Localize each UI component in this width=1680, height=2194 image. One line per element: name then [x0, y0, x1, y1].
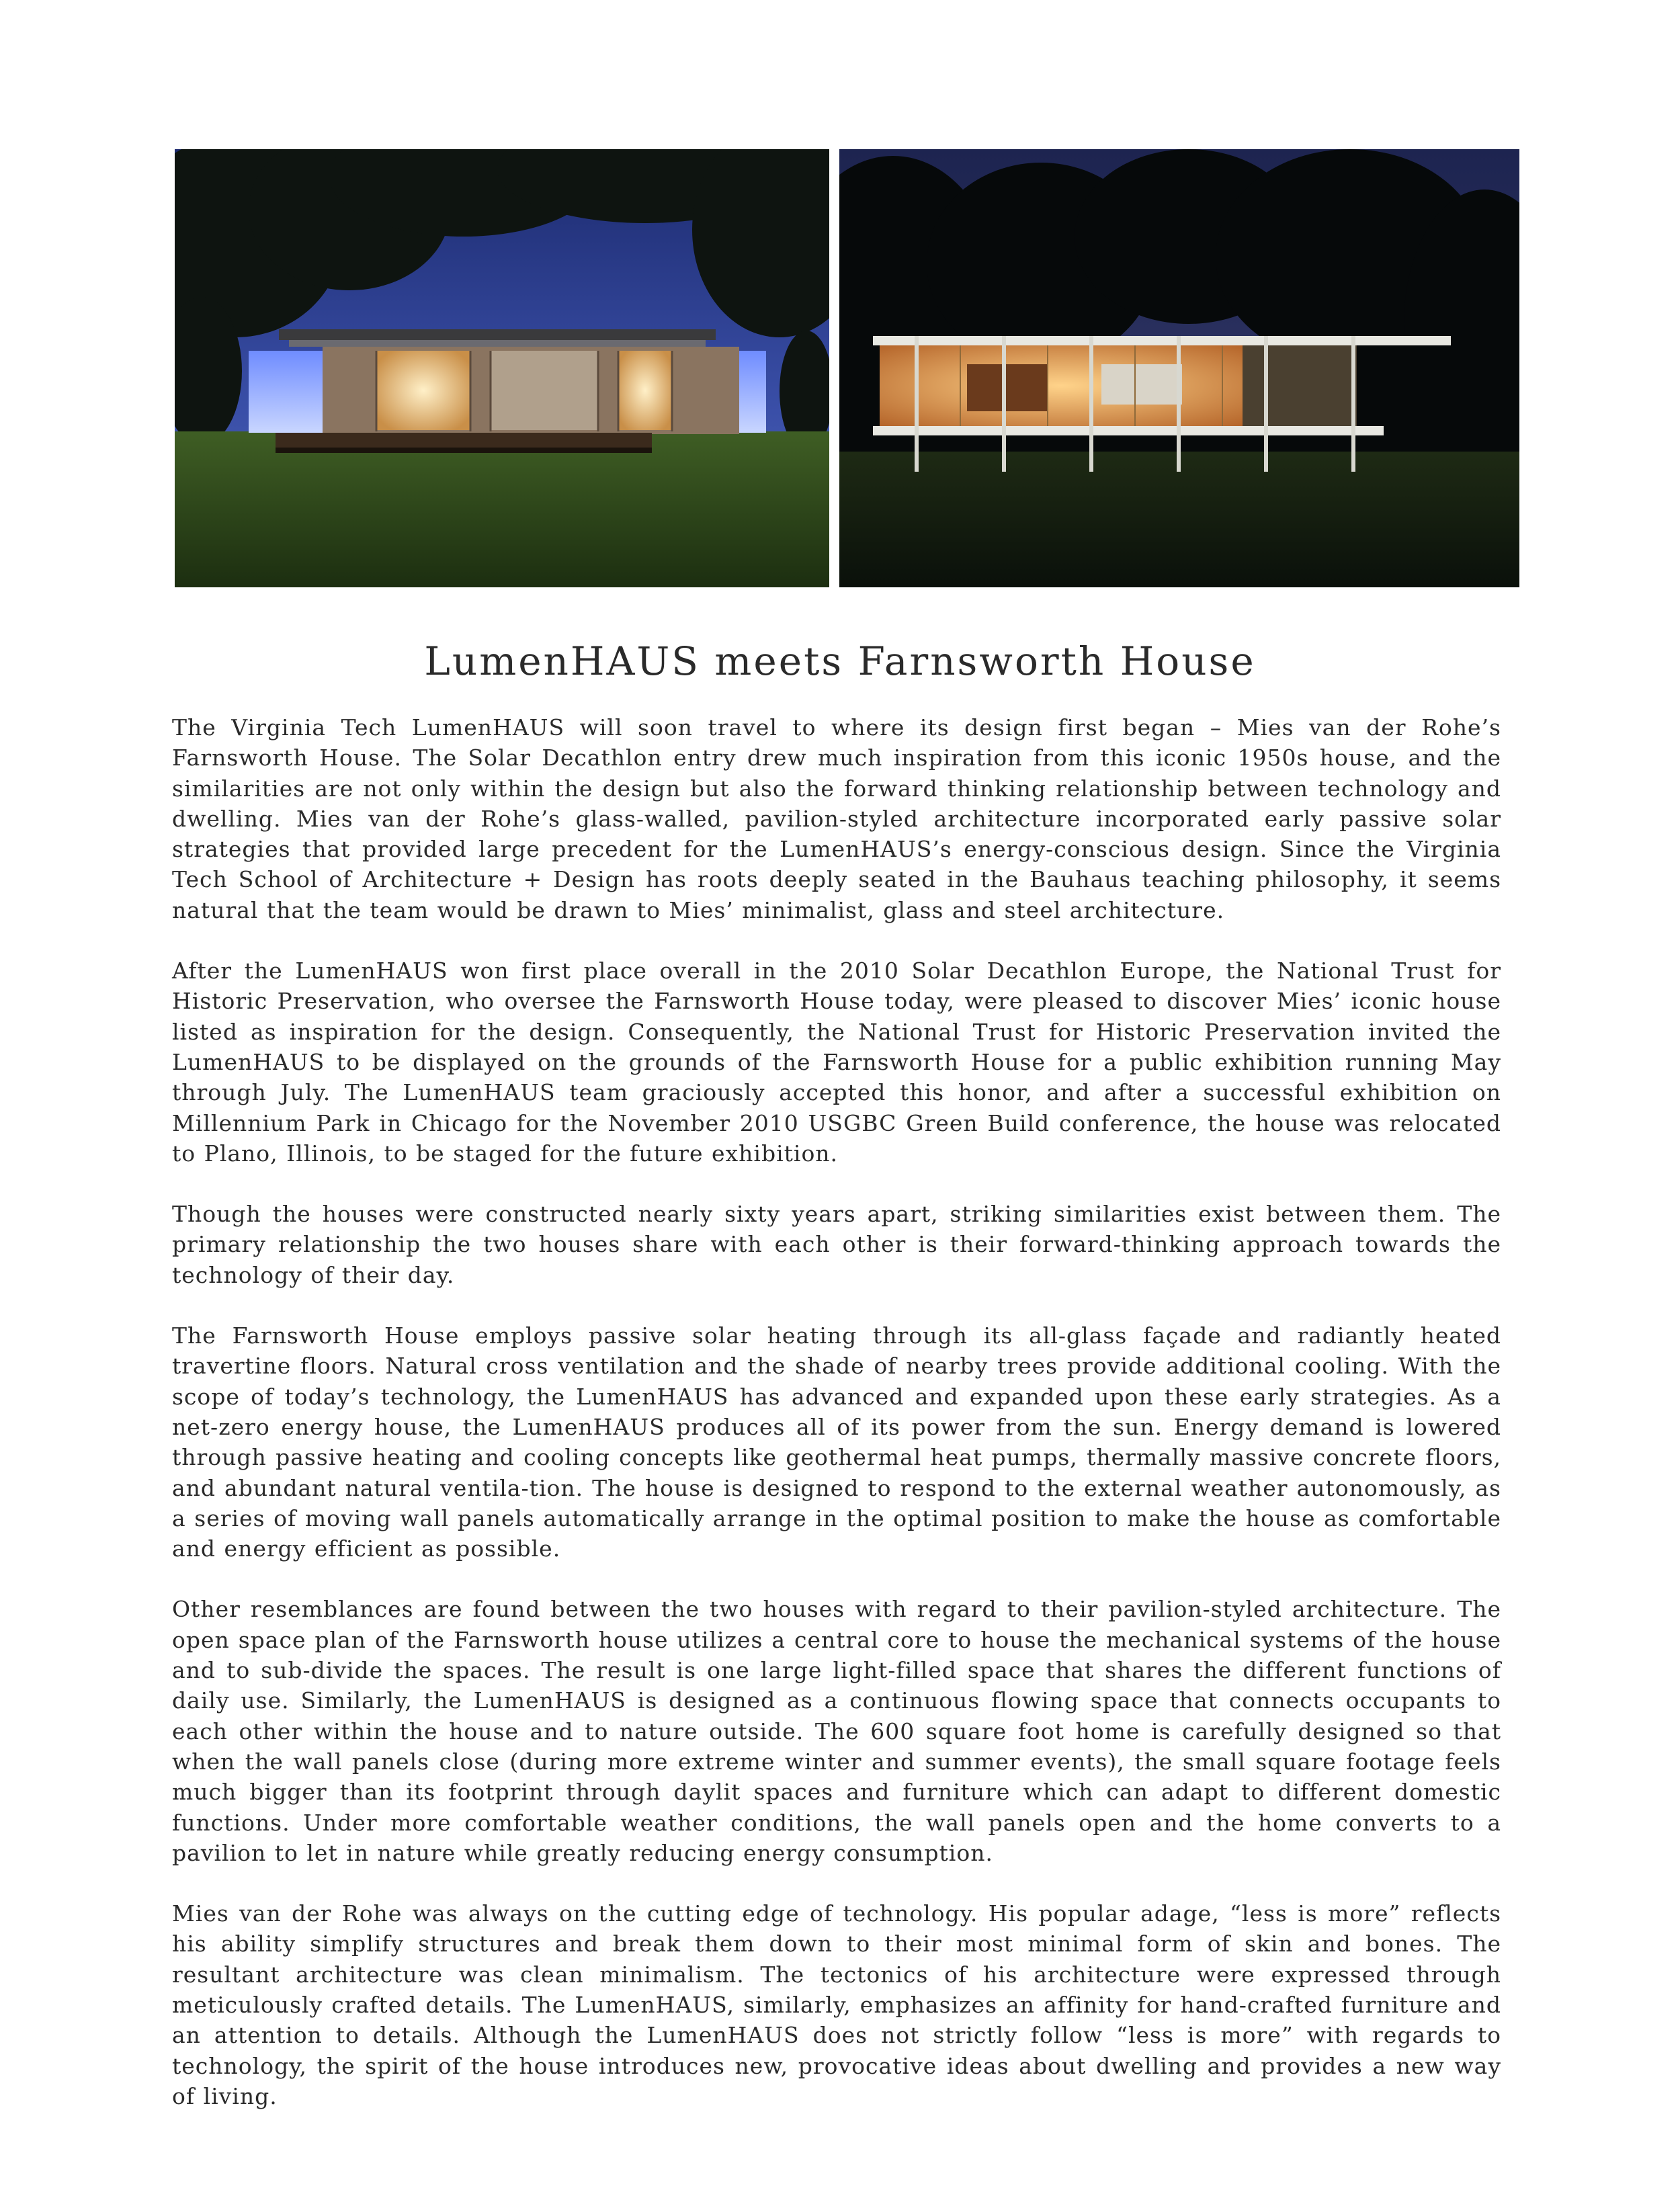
farnsworth-house-night-photo-icon [839, 149, 1519, 587]
paragraph: Mies van der Rohe was always on the cutting edge of technology. His popular adage, “less is more” reflects his ability simplify structures and break them down to their most minimal form of skin and bones. The resultant architecture was clean minimalism. The tectonics of his architecture were expressed through meticulously crafted details. The LumenHAUS, similarly, emphasizes an affinity for hand-crafted furniture and an attention to details. Although the LumenHAUS does not strictly follow “less is more” with regards to technology, the spirit of the house introduces new, provocative ideas about dwelling and provides a new way of living. [172, 1900, 1501, 2109]
paragraph: The Farnsworth House employs passive solar heating through its all-glass façade and radiantly heated travertine floors. Natural cross ventilation and the shade of nearby trees provide additional cooling. With the scope of today’s technology, the LumenHAUS has advanced and expanded upon these early strategies. As a net-zero energy house, the LumenHAUS produces all of its power from the sun. Energy demand is lowered through passive heating and cooling concepts like geothermal heat pumps, thermally massive concrete floors, and abundant natural ventila-tion. The house is designed to respond to the external weather autonomously, as a series of moving wall panels automatically arrange in the optimal position to make the house as comfortable and energy efficient as possible. [172, 1322, 1501, 1562]
lumenhaus-photo [175, 149, 829, 587]
paragraph: After the LumenHAUS won first place overall in the 2010 Solar Decathlon Europe, the National Trust for Historic Preservation, who oversee the Farnsworth House today, were pleased to discover Mies’ iconic house listed as inspiration for the design. Consequently, the National Trust for Historic Preservation invited the LumenHAUS to be displayed on the grounds of the Farnsworth House for a public exhibition running May through July. The LumenHAUS team graciously accepted this honor, and after a successful exhibition on Millennium Park in Chicago for the November 2010 USGBC Green Build conference, the house was relocated to Plano, Illinois, to be staged for the future exhibition. [172, 958, 1501, 1167]
paragraph: Though the houses were constructed nearly sixty years apart, striking similarities exist between them. The primary relationship the two houses share with each other is their forward-thinking approach towards the technology of their day. [172, 1201, 1501, 1288]
page-title: LumenHAUS meets Farnsworth House [424, 638, 1256, 684]
paragraph: The Virginia Tech LumenHAUS will soon travel to where its design first began – Mies van der Rohe’s Farnsworth House. The Solar Decathlon entry drew much inspiration from this iconic 1950s house, and the similarities are not only within the design but also the forward thinking relationship between technology and dwelling. Mies van der Rohe’s glass-walled, pavilion-styled architecture incorporated early passive solar strategies that provided large precedent for the LumenHAUS’s energy-conscious design. Since the Virginia Tech School of Architecture + Design has roots deeply seated in the Bauhaus teaching philosophy, it seems natural that the team would be drawn to Mies’ minimalist, glass and steel architecture. [172, 714, 1501, 923]
paragraph: Other resemblances are found between the two houses with regard to their pavilion-styled architecture. The open space plan of the Farnsworth house utilizes a central core to house the mechanical systems of the house and to sub-divide the spaces. The result is one large light-filled space that shares the different functions of daily use. Similarly, the LumenHAUS is designed as a continuous flowing space that connects occupants to each other within the house and to nature outside. The 600 square foot home is carefully designed so that when the wall panels close (during more extreme winter and summer events), the small square footage feels much bigger than its footprint through daylit spaces and furniture which can adapt to different domestic functions. Under more comfortable weather conditions, the wall panels open and the home converts to a pavilion to let in nature while greatly reducing energy consumption. [172, 1596, 1501, 1866]
lumenhaus-night-photo-icon [175, 149, 829, 587]
farnsworth-photo [839, 149, 1519, 587]
article-body [172, 712, 1501, 2142]
